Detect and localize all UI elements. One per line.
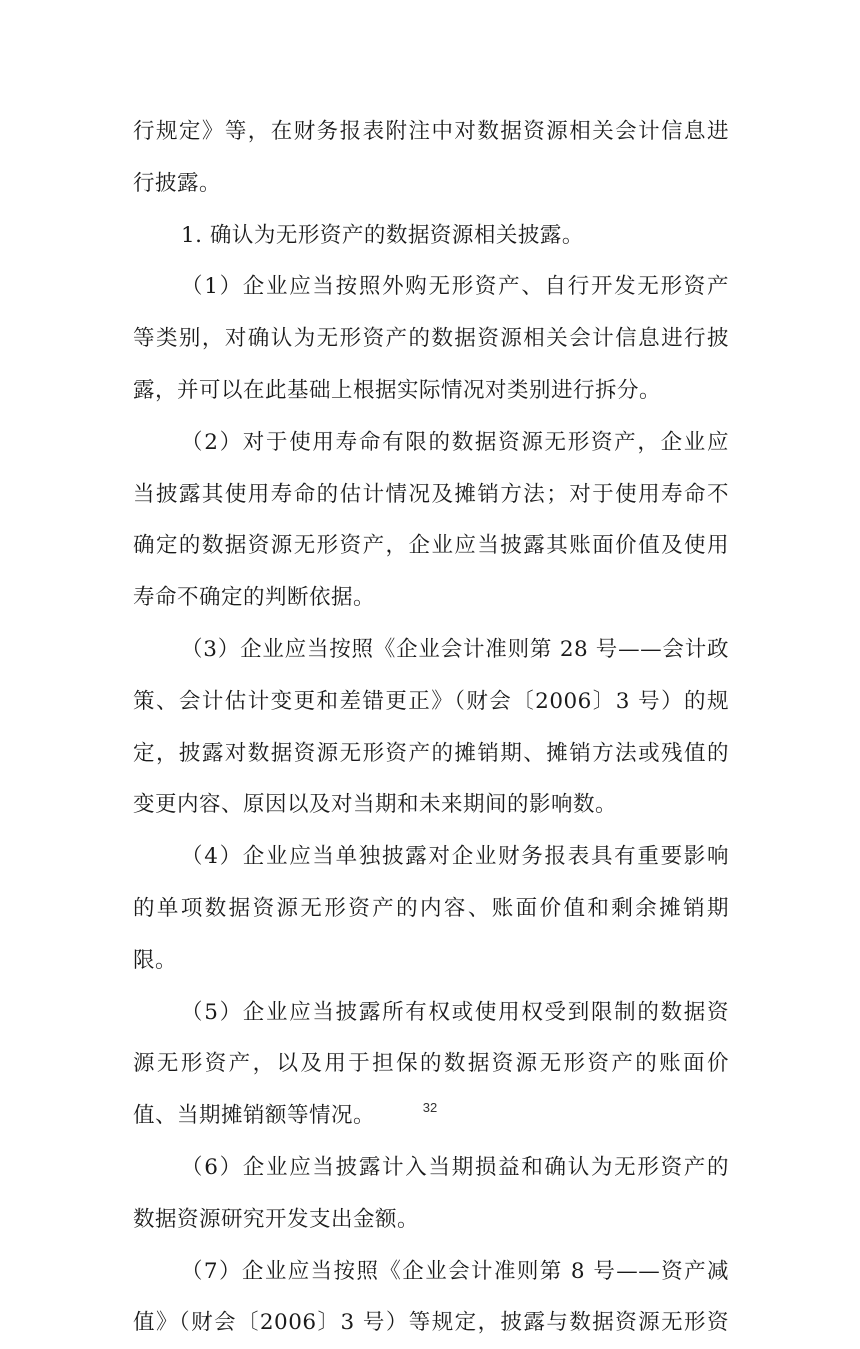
text-line: 值》（财会〔2006〕3 号）等规定，披露与数据资源无形资 xyxy=(133,1310,729,1336)
text-line: （3）企业应当按照《企业会计准则第 28 号——会计政 xyxy=(181,636,729,662)
text-line: 当披露其使用寿命的估计情况及摊销方法；对于使用寿命不 xyxy=(133,481,729,507)
paragraph-item-3 xyxy=(133,624,729,831)
text-line: 寿命不确定的判断依据。 xyxy=(133,585,376,611)
text-line: 策、会计估计变更和差错更正》（财会〔2006〕3 号）的规 xyxy=(133,688,729,714)
text-line: （1）企业应当按照外购无形资产、自行开发无形资产 xyxy=(181,274,729,300)
page-number: 32 xyxy=(422,1100,438,1115)
text-line: 1. 确认为无形资产的数据资源相关披露。 xyxy=(181,222,584,248)
text-line: （2）对于使用寿命有限的数据资源无形资产，企业应 xyxy=(181,429,729,455)
text-line: 限。 xyxy=(133,947,178,973)
body-text xyxy=(133,106,729,1349)
paragraph-item-6 xyxy=(133,1142,729,1246)
text-line: 露，并可以在此基础上根据实际情况对类别进行拆分。 xyxy=(133,377,662,403)
text-line: 变更内容、原因以及对当期和未来期间的影响数。 xyxy=(133,792,618,818)
text-line: 数据资源研究开发支出金额。 xyxy=(133,1206,420,1232)
text-line: （4）企业应当单独披露对企业财务报表具有重要影响 xyxy=(181,844,729,870)
paragraph-continuation xyxy=(133,106,729,210)
text-line: 行披露。 xyxy=(133,170,222,196)
text-line: （7）企业应当按照《企业会计准则第 8 号——资产减 xyxy=(181,1258,729,1284)
paragraph-item-7 xyxy=(133,1246,729,1349)
text-line: 定，披露对数据资源无形资产的摊销期、摊销方法或残值的 xyxy=(133,740,729,766)
text-line: 等类别，对确认为无形资产的数据资源相关会计信息进行披 xyxy=(133,326,729,352)
text-line: 确定的数据资源无形资产，企业应当披露其账面价值及使用 xyxy=(133,533,729,559)
paragraph-item-5 xyxy=(133,987,729,1142)
paragraph-item-4 xyxy=(133,831,729,986)
text-line: 值、当期摊销额等情况。 xyxy=(133,1103,376,1129)
text-line: 行规定》等，在财务报表附注中对数据资源相关会计信息进 xyxy=(133,119,729,144)
text-line: （5）企业应当披露所有权或使用权受到限制的数据资 xyxy=(181,999,729,1025)
paragraph-item-1 xyxy=(133,261,729,416)
section-heading xyxy=(133,210,729,262)
text-line: 源无形资产，以及用于担保的数据资源无形资产的账面价 xyxy=(133,1051,729,1077)
text-line: （6）企业应当披露计入当期损益和确认为无形资产的 xyxy=(181,1154,729,1180)
paragraph-item-2 xyxy=(133,417,729,624)
text-line: 的单项数据资源无形资产的内容、账面价值和剩余摊销期 xyxy=(133,895,729,921)
